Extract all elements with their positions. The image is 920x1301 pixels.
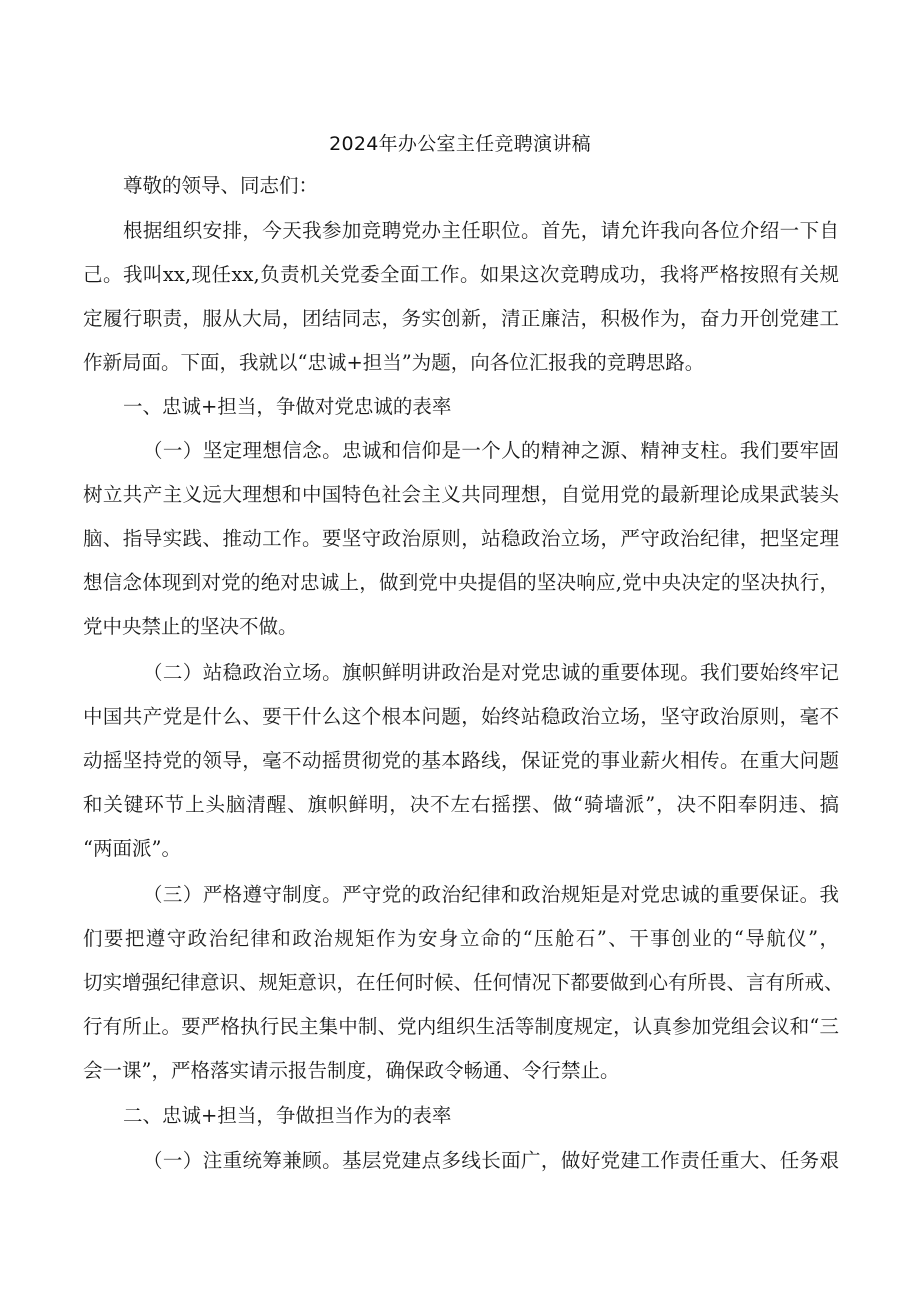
section-heading: 一、忠诚+担当，争做对党忠诚的表率 <box>123 395 452 418</box>
paragraph-line: 定履行职责，服从大局，团结同志，务实创新，清正廉洁，积极作为，奋力开创党建工 <box>83 307 839 330</box>
paragraph-line: 会一课”，严格落实请示报告制度，确保政令畅通、令行禁止。 <box>83 1059 620 1082</box>
paragraph-line: 想信念体现到对党的绝对忠诚上，做到党中央提倡的坚决响应,党中央决定的坚决执行， <box>83 571 839 594</box>
paragraph-line: （二）站稳政治立场。旗帜鲜明讲政治是对党忠诚的重要体现。我们要始终牢记 <box>143 661 839 684</box>
paragraph-line: 根据组织安排，今天我参加竞聘党办主任职位。首先，请允许我向各位介绍一下自 <box>123 219 839 242</box>
paragraph-line: （一）注重统筹兼顾。基层党建点多线长面广，做好党建工作责任重大、任务艰 <box>143 1149 839 1172</box>
paragraph-line: 脑、指导实践、推动工作。要坚守政治原则，站稳政治立场，严守政治纪律，把坚定理 <box>83 527 839 550</box>
section-heading: 二、忠诚+担当，争做担当作为的表率 <box>123 1104 452 1127</box>
paragraph-line: 们要把遵守政治纪律和政治规矩作为安身立命的“压舱石”、干事创业的“导航仪”， <box>83 927 839 950</box>
paragraph-line: 树立共产主义远大理想和中国特色社会主义共同理想，自觉用党的最新理论成果武装头 <box>83 483 839 506</box>
paragraph-line: 党中央禁止的坚决不做。 <box>83 615 298 638</box>
document-title: 2024年办公室主任竞聘演讲稿 <box>329 133 591 155</box>
paragraph-line: 作新局面。下面，我就以“忠诚+担当”为题，向各位汇报我的竞聘思路。 <box>83 351 705 374</box>
paragraph-line: （一）坚定理想信念。忠诚和信仰是一个人的精神之源、精神支柱。我们要牢固 <box>143 439 839 462</box>
salutation: 尊敬的领导、同志们： <box>123 174 319 197</box>
paragraph-line: 行有所止。要严格执行民主集中制、党内组织生活等制度规定，认真参加党组会议和“三 <box>83 1015 839 1038</box>
paragraph-line: 切实增强纪律意识、规矩意识，在任何时候、任何情况下都要做到心有所畏、言有所戒、 <box>83 971 844 994</box>
paragraph-line: （三）严格遵守制度。严守党的政治纪律和政治规矩是对党忠诚的重要保证。我 <box>143 883 839 906</box>
paragraph-line: 中国共产党是什么、要干什么这个根本问题，始终站稳政治立场，坚守政治原则，毫不 <box>83 705 839 728</box>
paragraph-line: 动摇坚持党的领导，毫不动摇贯彻党的基本路线，保证党的事业薪火相传。在重大问题 <box>83 749 839 772</box>
paragraph-line: 和关键环节上头脑清醒、旗帜鲜明，决不左右摇摆、做“骑墙派”，决不阳奉阴违、搞 <box>83 793 839 816</box>
paragraph-line: 己。我叫xx,现任xx,负责机关党委全面工作。如果这次竞聘成功，我将严格按照有关规 <box>83 263 839 286</box>
paragraph-line: “两面派”。 <box>83 837 181 860</box>
